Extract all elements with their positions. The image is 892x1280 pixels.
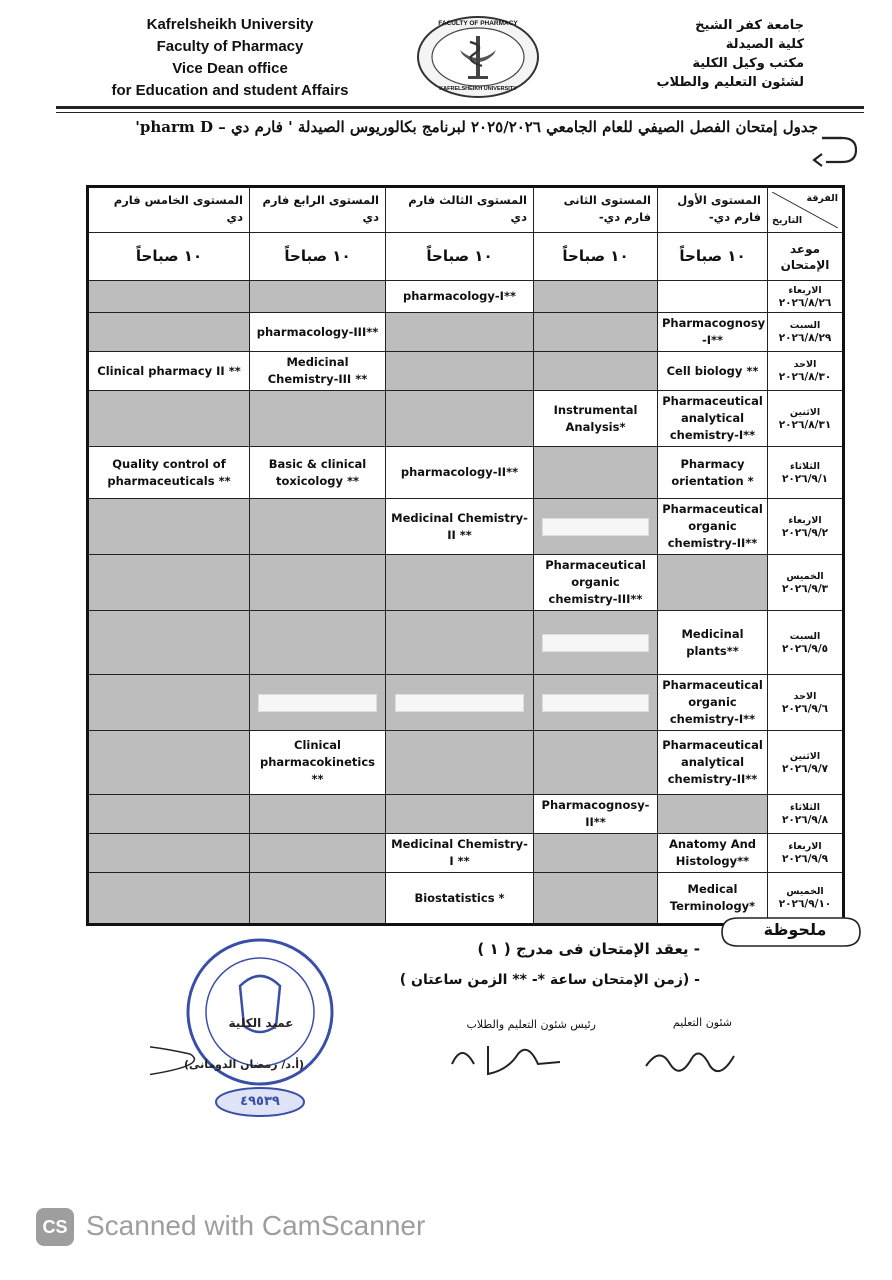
exam-subject-cell: Pharmacognosy -I** bbox=[658, 313, 768, 352]
shaded-cell bbox=[88, 281, 250, 313]
shaded-cell bbox=[658, 795, 768, 834]
shaded-cell bbox=[88, 313, 250, 352]
shaded-cell bbox=[250, 555, 386, 611]
shaded-cell bbox=[386, 611, 534, 675]
note-item-2-text: (زمن الإمتحان ساعة *- ** الزمن ساعتان ) bbox=[399, 972, 690, 988]
logo-top-text: FACULTY OF PHARMACY bbox=[438, 20, 518, 27]
page-title: جدول إمتحان الفصل الصيفي للعام الجامعي ٢٠٢٥/٢٠٢٦ لبرنامج بكالوريوس الصيدلة ' فارم دي – pharm D' bbox=[135, 118, 818, 136]
time-cell: ١٠ صباحاً bbox=[658, 233, 768, 281]
exam-subject-cell: Medicinal plants** bbox=[658, 611, 768, 675]
table-row bbox=[88, 281, 844, 313]
exam-date: ٢٠٢٦/٩/٨ bbox=[781, 814, 829, 826]
day-name: الاربعاء bbox=[788, 514, 822, 526]
exam-subject-cell: pharmacology-III** bbox=[250, 313, 386, 352]
signature-scribble-icon bbox=[640, 1036, 740, 1086]
exam-time-label: موعد الإمتحان bbox=[768, 233, 844, 281]
shaded-cell bbox=[250, 611, 386, 675]
table-row bbox=[88, 834, 844, 873]
exam-subject-cell: Medicinal Chemistry-II ** bbox=[386, 499, 534, 555]
table-row bbox=[88, 352, 844, 391]
table-row bbox=[88, 731, 844, 795]
time-cell: ١٠ صباحاً bbox=[386, 233, 534, 281]
date-cell bbox=[768, 499, 844, 555]
shaded-cell bbox=[534, 499, 658, 555]
blank-bar bbox=[258, 694, 377, 712]
date-cell bbox=[768, 731, 844, 795]
day-name: الاحد bbox=[793, 359, 817, 370]
corner-header bbox=[768, 187, 844, 233]
day-name: الاحد bbox=[793, 690, 817, 702]
shaded-cell bbox=[250, 873, 386, 925]
blank-bar bbox=[542, 634, 650, 652]
date-cell bbox=[768, 281, 844, 313]
time-cell: ١٠ صباحاً bbox=[88, 233, 250, 281]
shaded-cell bbox=[88, 611, 250, 675]
exam-date: ٢٠٢٦/٨/٢٩ bbox=[778, 332, 832, 344]
time-cell: ١٠ صباحاً bbox=[534, 233, 658, 281]
exam-date: ٢٠٢٦/٨/٢٦ bbox=[778, 296, 832, 309]
header-rule bbox=[56, 106, 864, 109]
exam-schedule-table bbox=[86, 185, 845, 926]
shaded-cell bbox=[386, 555, 534, 611]
exam-date: ٢٠٢٦/٩/٩ bbox=[781, 853, 829, 865]
header-ar-line-1: جامعة كفر الشيخ bbox=[695, 18, 804, 33]
empty-cell bbox=[658, 281, 768, 313]
exam-subject-cell: Basic & clinical toxicology ** bbox=[250, 447, 386, 499]
date-cell bbox=[768, 795, 844, 834]
date-cell bbox=[768, 611, 844, 675]
header-en-line-1: Kafrelsheikh University bbox=[146, 16, 314, 33]
exam-subject-cell: Pharmacy orientation * bbox=[658, 447, 768, 499]
table-row bbox=[88, 499, 844, 555]
exam-time-row bbox=[88, 233, 844, 281]
table-row bbox=[88, 795, 844, 834]
exam-subject-cell: Quality control of pharmaceuticals ** bbox=[88, 447, 250, 499]
note-label: ملحوظة bbox=[763, 920, 827, 939]
day-name: الثلاثاء bbox=[790, 802, 820, 813]
exam-subject-cell: Pharmaceutical analytical chemistry-I** bbox=[658, 391, 768, 447]
shaded-cell bbox=[534, 313, 658, 352]
affairs-signature-title: شئون التعليم bbox=[672, 1016, 732, 1029]
header-arabic bbox=[604, 16, 804, 92]
exam-subject-cell: Medical Terminology* bbox=[658, 873, 768, 925]
exam-subject-cell: Biostatistics * bbox=[386, 873, 534, 925]
header-ar-line-2: كلية الصيدلة bbox=[725, 37, 804, 52]
shaded-cell bbox=[534, 873, 658, 925]
shaded-cell bbox=[88, 555, 250, 611]
exam-subject-cell: Pharmacognosy-II** bbox=[534, 795, 658, 834]
official-stamp bbox=[150, 926, 370, 1126]
exam-subject-cell: Instrumental Analysis* bbox=[534, 391, 658, 447]
table-row bbox=[88, 675, 844, 731]
exam-subject-cell: pharmacology-I** bbox=[386, 281, 534, 313]
shaded-cell bbox=[88, 675, 250, 731]
header-en-line-4: for Education and student Affairs bbox=[111, 82, 349, 99]
exam-subject-cell: Anatomy And Histology** bbox=[658, 834, 768, 873]
date-cell bbox=[768, 555, 844, 611]
shaded-cell bbox=[386, 313, 534, 352]
exam-subject-cell: Clinical pharmacokinetics ** bbox=[250, 731, 386, 795]
shaded-cell bbox=[88, 873, 250, 925]
dean-title: عميد الكلية bbox=[228, 1016, 294, 1030]
day-name: السبت bbox=[789, 320, 821, 331]
date-cell bbox=[768, 447, 844, 499]
table-row bbox=[88, 611, 844, 675]
exam-subject-cell: Pharmaceutical organic chemistry-II** bbox=[658, 499, 768, 555]
blank-bar bbox=[542, 694, 650, 712]
shaded-cell bbox=[534, 447, 658, 499]
exam-date: ٢٠٢٦/٩/٧ bbox=[781, 762, 829, 775]
date-cell bbox=[768, 352, 844, 391]
day-name: الثلاثاء bbox=[790, 460, 820, 472]
time-cell: ١٠ صباحاً bbox=[250, 233, 386, 281]
date-cell bbox=[768, 675, 844, 731]
exam-date: ٢٠٢٦/٩/١ bbox=[781, 472, 829, 485]
shaded-cell bbox=[88, 499, 250, 555]
exam-subject-cell: Clinical pharmacy II ** bbox=[88, 352, 250, 391]
shaded-cell bbox=[386, 795, 534, 834]
level-5-header: المستوى الخامس فارم دي bbox=[88, 187, 250, 233]
shaded-cell bbox=[386, 352, 534, 391]
exam-date: ٢٠٢٦/٩/١٠ bbox=[778, 898, 832, 910]
shaded-cell bbox=[250, 795, 386, 834]
exam-date: ٢٠٢٦/٩/٦ bbox=[781, 702, 829, 715]
exam-subject-cell: Medicinal Chemistry-III ** bbox=[250, 352, 386, 391]
exam-subject-cell: Pharmaceutical organic chemistry-I** bbox=[658, 675, 768, 731]
note-item-1: - يعقد الإمتحان فى مدرج ( ١ ) bbox=[477, 940, 700, 958]
faculty-logo-icon bbox=[414, 14, 542, 100]
level-4-header: المستوى الرابع فارم دي bbox=[250, 187, 386, 233]
exam-date: ٢٠٢٦/٨/٣٠ bbox=[778, 371, 832, 383]
day-name: الاثنين bbox=[789, 750, 821, 762]
table-header-row bbox=[88, 187, 844, 233]
level-3-header: المستوى الثالث فارم دي bbox=[386, 187, 534, 233]
date-cell bbox=[768, 391, 844, 447]
shaded-cell bbox=[534, 675, 658, 731]
shaded-cell bbox=[250, 391, 386, 447]
date-cell bbox=[768, 313, 844, 352]
head-affairs-signature-title: رئيس شئون التعليم والطلاب bbox=[466, 1018, 596, 1031]
date-cell bbox=[768, 834, 844, 873]
signature-scribble-icon bbox=[448, 1034, 568, 1084]
exam-date: ٢٠٢٦/٩/٣ bbox=[781, 582, 829, 595]
header-rule-thin bbox=[56, 112, 864, 113]
exam-subject-cell: Pharmaceutical analytical chemistry-II** bbox=[658, 731, 768, 795]
shaded-cell bbox=[534, 731, 658, 795]
shaded-cell bbox=[250, 675, 386, 731]
header-ar-line-3: مكتب وكيل الكلية bbox=[692, 56, 804, 71]
exam-subject-cell: Cell biology ** bbox=[658, 352, 768, 391]
header-en-line-2: Faculty of Pharmacy bbox=[156, 38, 304, 55]
day-name: الاربعاء bbox=[788, 284, 822, 296]
note-item-1-text: يعقد الإمتحان فى مدرج ( ١ ) bbox=[477, 940, 689, 958]
table-row bbox=[88, 313, 844, 352]
shaded-cell bbox=[534, 611, 658, 675]
shaded-cell bbox=[534, 281, 658, 313]
exam-date: ٢٠٢٦/٩/٥ bbox=[781, 642, 829, 655]
header-english bbox=[60, 14, 400, 102]
header-ar-line-4: لشئون التعليم والطلاب bbox=[656, 75, 804, 90]
arrow-icon bbox=[812, 124, 860, 172]
note-item-2: - (زمن الإمتحان ساعة *- ** الزمن ساعتان ) bbox=[399, 972, 700, 988]
shaded-cell bbox=[250, 834, 386, 873]
shaded-cell bbox=[88, 731, 250, 795]
exam-date: ٢٠٢٦/٩/٢ bbox=[781, 526, 829, 539]
shaded-cell bbox=[658, 555, 768, 611]
shaded-cell bbox=[534, 352, 658, 391]
day-name: الاربعاء bbox=[788, 841, 822, 852]
shaded-cell bbox=[386, 675, 534, 731]
stamp-number: ٤٩٥٣٩ bbox=[240, 1094, 280, 1109]
table-row bbox=[88, 555, 844, 611]
day-name: الاثنين bbox=[789, 406, 821, 418]
header-en-line-3: Vice Dean office bbox=[172, 60, 288, 77]
corner-level-label: الفرقة bbox=[806, 193, 838, 204]
shaded-cell bbox=[88, 795, 250, 834]
exam-subject-cell: pharmacology-II** bbox=[386, 447, 534, 499]
shaded-cell bbox=[88, 391, 250, 447]
camscanner-watermark: Scanned with CamScanner bbox=[86, 1210, 426, 1241]
exam-date: ٢٠٢٦/٨/٣١ bbox=[778, 418, 832, 431]
shaded-cell bbox=[534, 834, 658, 873]
shaded-cell bbox=[250, 281, 386, 313]
blank-bar bbox=[395, 694, 525, 712]
level-1-header: المستوى الأول فارم دي- bbox=[658, 187, 768, 233]
exam-subject-cell: Pharmaceutical organic chemistry-III** bbox=[534, 555, 658, 611]
shaded-cell bbox=[386, 391, 534, 447]
exam-subject-cell: Medicinal Chemistry-I ** bbox=[386, 834, 534, 873]
corner-date-label: التاريخ bbox=[772, 215, 803, 226]
blank-bar bbox=[542, 518, 650, 536]
dean-name: (أ.د/ رمضان الدومانى) bbox=[183, 1058, 305, 1071]
level-2-header: المستوى الثانى فارم دي- bbox=[534, 187, 658, 233]
day-name: الخميس bbox=[786, 886, 824, 897]
table-row bbox=[88, 391, 844, 447]
shaded-cell bbox=[88, 834, 250, 873]
logo-bottom-text: KAFRELSHEIKH UNIVERSITY bbox=[439, 86, 517, 92]
table-row bbox=[88, 447, 844, 499]
camscanner-logo-icon: CS bbox=[36, 1208, 74, 1246]
day-name: الخميس bbox=[786, 570, 824, 582]
day-name: السبت bbox=[789, 630, 821, 642]
shaded-cell bbox=[386, 731, 534, 795]
shaded-cell bbox=[250, 499, 386, 555]
